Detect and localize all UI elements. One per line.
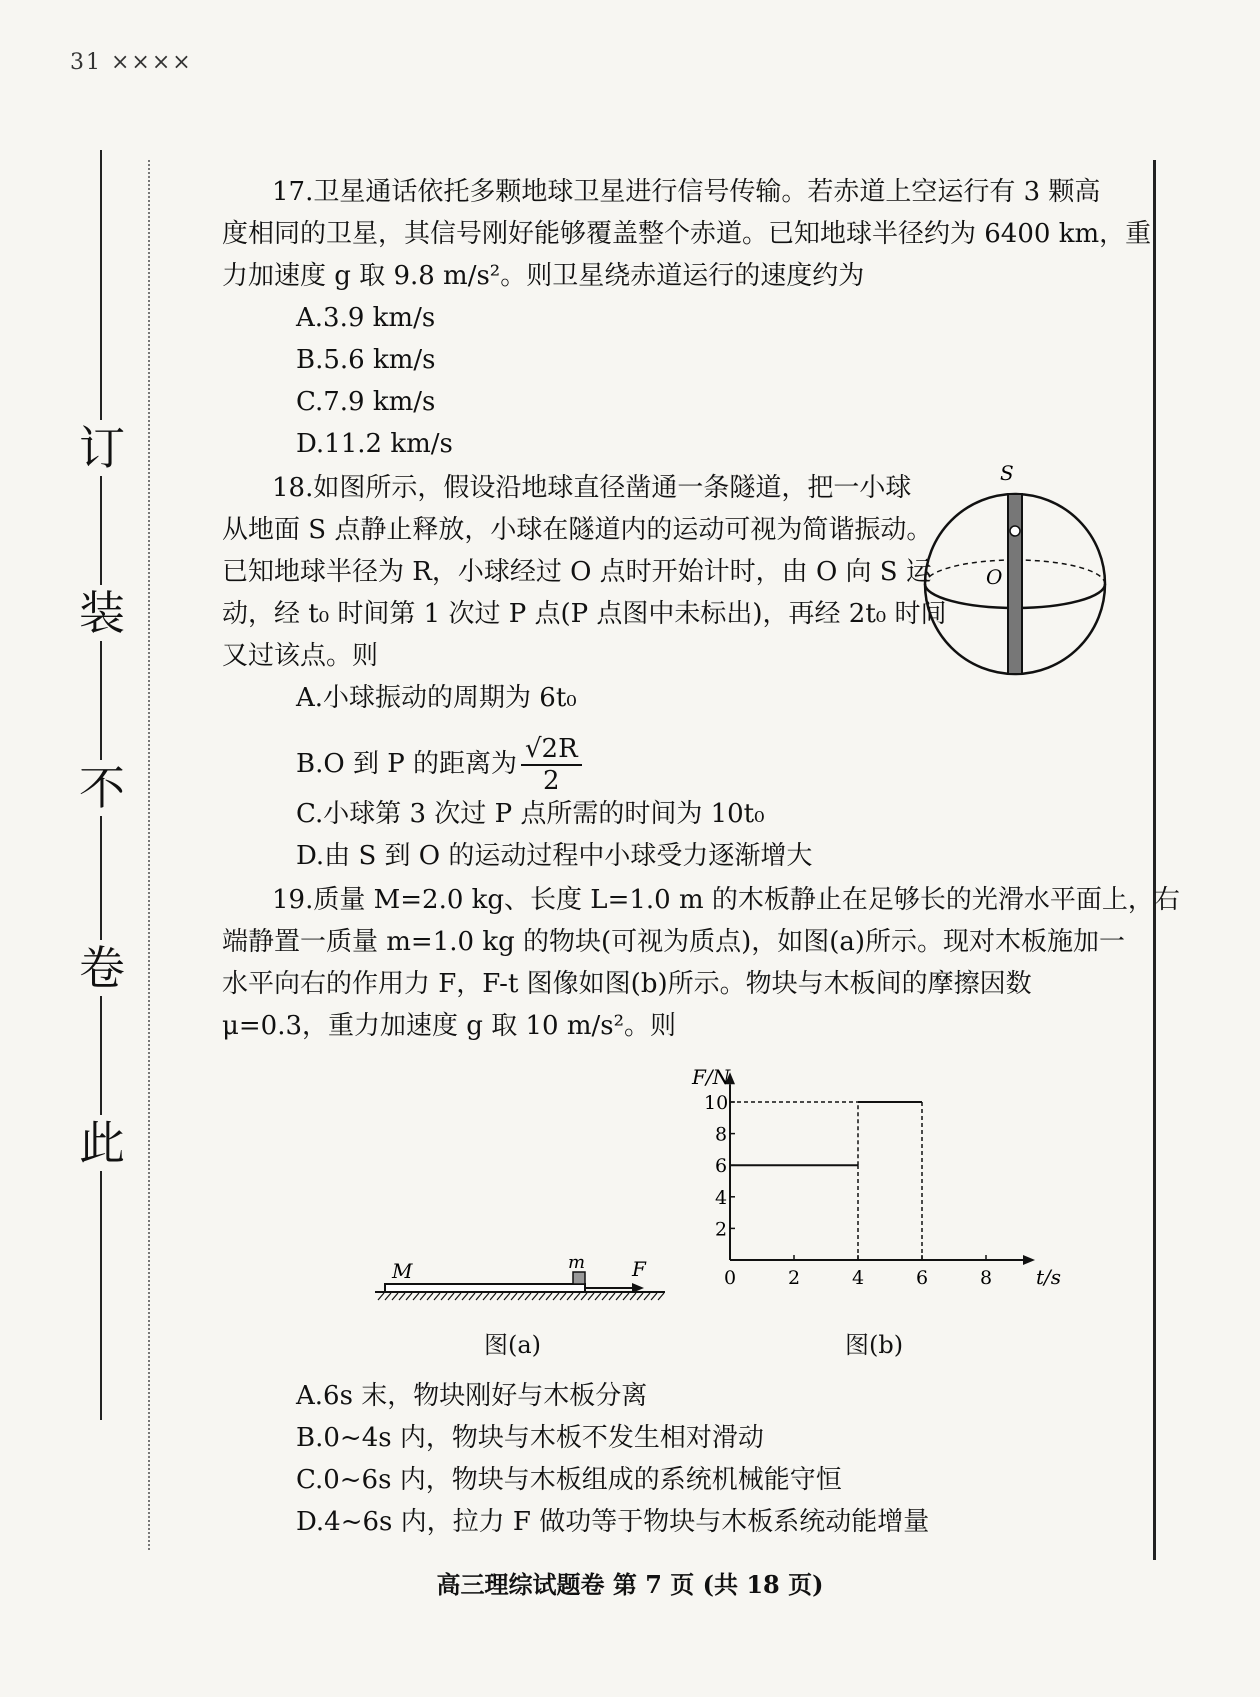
hatch-mark — [630, 1293, 636, 1300]
hatch-mark — [399, 1293, 405, 1300]
x-tick-label: 2 — [788, 1267, 801, 1289]
hatch-mark — [525, 1293, 531, 1300]
label-o: O — [986, 565, 1003, 589]
hatch-mark — [609, 1293, 615, 1300]
hatch-mark — [532, 1293, 538, 1300]
label-F: F — [632, 1257, 646, 1281]
hatch-mark — [434, 1293, 440, 1300]
hatch-mark — [574, 1293, 580, 1300]
label-m: m — [568, 1252, 586, 1273]
q18-line: 又过该点。则 — [222, 641, 379, 671]
q19-option-c: C.0~6s 内，物块与木板组成的系统机械能守恒 — [296, 1465, 842, 1495]
q18-option-b-text: B.O 到 P 的距离为 — [296, 749, 517, 779]
x-tick-label: 6 — [916, 1267, 929, 1289]
hatch-mark — [497, 1293, 503, 1300]
ft-chart — [690, 1060, 1062, 1310]
fraction-denominator: 2 — [543, 766, 560, 796]
q18-option-c: C.小球第 3 次过 P 点所需的时间为 10t₀ — [296, 799, 765, 829]
hatch-mark — [511, 1293, 517, 1300]
hatch-mark — [490, 1293, 496, 1300]
q17-line: 17.卫星通话依托多颗地球卫星进行信号传输。若赤道上空运行有 3 颗高 — [272, 177, 1101, 207]
earth-tunnel-diagram — [920, 460, 1110, 700]
x-axis-arrow — [1023, 1255, 1035, 1265]
y-tick-label: 8 — [715, 1123, 728, 1146]
hatch-mark — [595, 1293, 601, 1300]
x-tick-label: 8 — [980, 1267, 993, 1289]
q17-option-d: D.11.2 km/s — [296, 429, 453, 459]
q18-line: 已知地球半径为 R，小球经过 O 点时开始计时，由 O 向 S 运 — [222, 557, 932, 587]
binding-char: 此 — [74, 1115, 130, 1171]
q19-option-a: A.6s 末，物块刚好与木板分离 — [296, 1381, 648, 1411]
hatch-mark — [455, 1293, 461, 1300]
hatch-mark — [623, 1293, 629, 1300]
hatch-mark — [476, 1293, 482, 1300]
page-footer: 高三理综试题卷 第 7 页 (共 18 页) — [436, 1570, 824, 1599]
hatch-mark — [518, 1293, 524, 1300]
figure-b-caption: 图(b) — [845, 1331, 904, 1359]
hatch-mark — [483, 1293, 489, 1300]
y-tick-label: 2 — [715, 1218, 728, 1241]
hatch-mark — [462, 1293, 468, 1300]
q17-option-c: C.7.9 km/s — [296, 387, 436, 417]
hatch-mark — [581, 1293, 587, 1300]
y-tick-label: 10 — [704, 1092, 729, 1114]
hatch-mark — [644, 1293, 650, 1300]
hatch-mark — [560, 1293, 566, 1300]
q19-line: μ=0.3，重力加速度 g 取 10 m/s²。则 — [222, 1011, 676, 1041]
hatch-mark — [539, 1293, 545, 1300]
x-axis-label: t/s — [1036, 1265, 1062, 1289]
hatch-mark — [420, 1293, 426, 1300]
fraction-numerator: √2R — [521, 734, 582, 766]
binding-char: 装 — [74, 585, 130, 641]
q18-option-d: D.由 S 到 O 的运动过程中小球受力逐渐增大 — [296, 841, 813, 871]
q18-option-b — [296, 734, 582, 796]
fraction-sqrt2r-over-2 — [521, 734, 582, 796]
figure-a-caption: 图(a) — [484, 1331, 542, 1359]
binding-char: 不 — [74, 760, 130, 816]
hatch-mark — [588, 1293, 594, 1300]
q18-option-a: A.小球振动的周期为 6t₀ — [296, 683, 577, 713]
hatch-mark — [602, 1293, 608, 1300]
board-M — [385, 1284, 585, 1292]
block-m — [573, 1272, 585, 1284]
hatch-mark — [469, 1293, 475, 1300]
hatch-mark — [448, 1293, 454, 1300]
figure-a-board — [370, 1240, 670, 1310]
q17-option-b: B.5.6 km/s — [296, 345, 436, 375]
hatch-mark — [651, 1293, 657, 1300]
hatch-mark — [504, 1293, 510, 1300]
right-border-line — [1153, 160, 1156, 1560]
q17-option-a: A.3.9 km/s — [296, 303, 436, 333]
hatch-mark — [392, 1293, 398, 1300]
ball — [1010, 526, 1020, 536]
q17-line: 度相同的卫星，其信号刚好能够覆盖整个赤道。已知地球半径约为 6400 km，重 — [222, 219, 1152, 249]
hatch-mark — [385, 1293, 391, 1300]
y-axis-label: F/N — [692, 1065, 731, 1090]
hatch-mark — [441, 1293, 447, 1300]
q19-line: 19.质量 M=2.0 kg、长度 L=1.0 m 的木板静止在足够长的光滑水平面上，右 — [272, 885, 1180, 915]
hatch-mark — [378, 1293, 384, 1300]
hatch-mark — [567, 1293, 573, 1300]
hatch-mark — [406, 1293, 412, 1300]
hatch-mark — [616, 1293, 622, 1300]
q18-line: 动，经 t₀ 时间第 1 次过 P 点(P 点图中未标出)，再经 2t₀ 时间 — [222, 599, 947, 629]
hatch-mark — [413, 1293, 419, 1300]
q19-option-b: B.0~4s 内，物块与木板不发生相对滑动 — [296, 1423, 764, 1453]
label-s: S — [1000, 461, 1014, 485]
header-mark: 31 ×××× — [70, 50, 193, 75]
binding-char: 卷 — [74, 940, 130, 996]
q19-option-d: D.4~6s 内，拉力 F 做功等于物块与木板系统动能增量 — [296, 1507, 930, 1537]
q17-line: 力加速度 g 取 9.8 m/s²。则卫星绕赤道运行的速度约为 — [222, 261, 865, 291]
tunnel — [1008, 494, 1022, 674]
q19-line: 水平向右的作用力 F，F-t 图像如图(b)所示。物块与木板间的摩擦因数 — [222, 969, 1032, 999]
x-tick-label: 0 — [724, 1267, 737, 1289]
q18-line: 从地面 S 点静止释放，小球在隧道内的运动可视为简谐振动。 — [222, 515, 933, 545]
y-tick-label: 4 — [715, 1186, 728, 1209]
ground-hatching — [378, 1293, 664, 1300]
hatch-mark — [658, 1293, 664, 1300]
hatch-mark — [427, 1293, 433, 1300]
dotted-margin-line — [148, 160, 150, 1550]
q19-line: 端静置一质量 m=1.0 kg 的物块(可视为质点)，如图(a)所示。现对木板施加一 — [222, 927, 1126, 957]
hatch-mark — [553, 1293, 559, 1300]
y-tick-label: 6 — [715, 1155, 728, 1178]
hatch-mark — [637, 1293, 643, 1300]
binding-char: 订 — [74, 420, 130, 476]
x-tick-label: 4 — [852, 1267, 865, 1289]
label-M: M — [392, 1259, 413, 1283]
q18-line: 18.如图所示，假设沿地球直径凿通一条隧道，把一小球 — [272, 473, 912, 503]
hatch-mark — [546, 1293, 552, 1300]
